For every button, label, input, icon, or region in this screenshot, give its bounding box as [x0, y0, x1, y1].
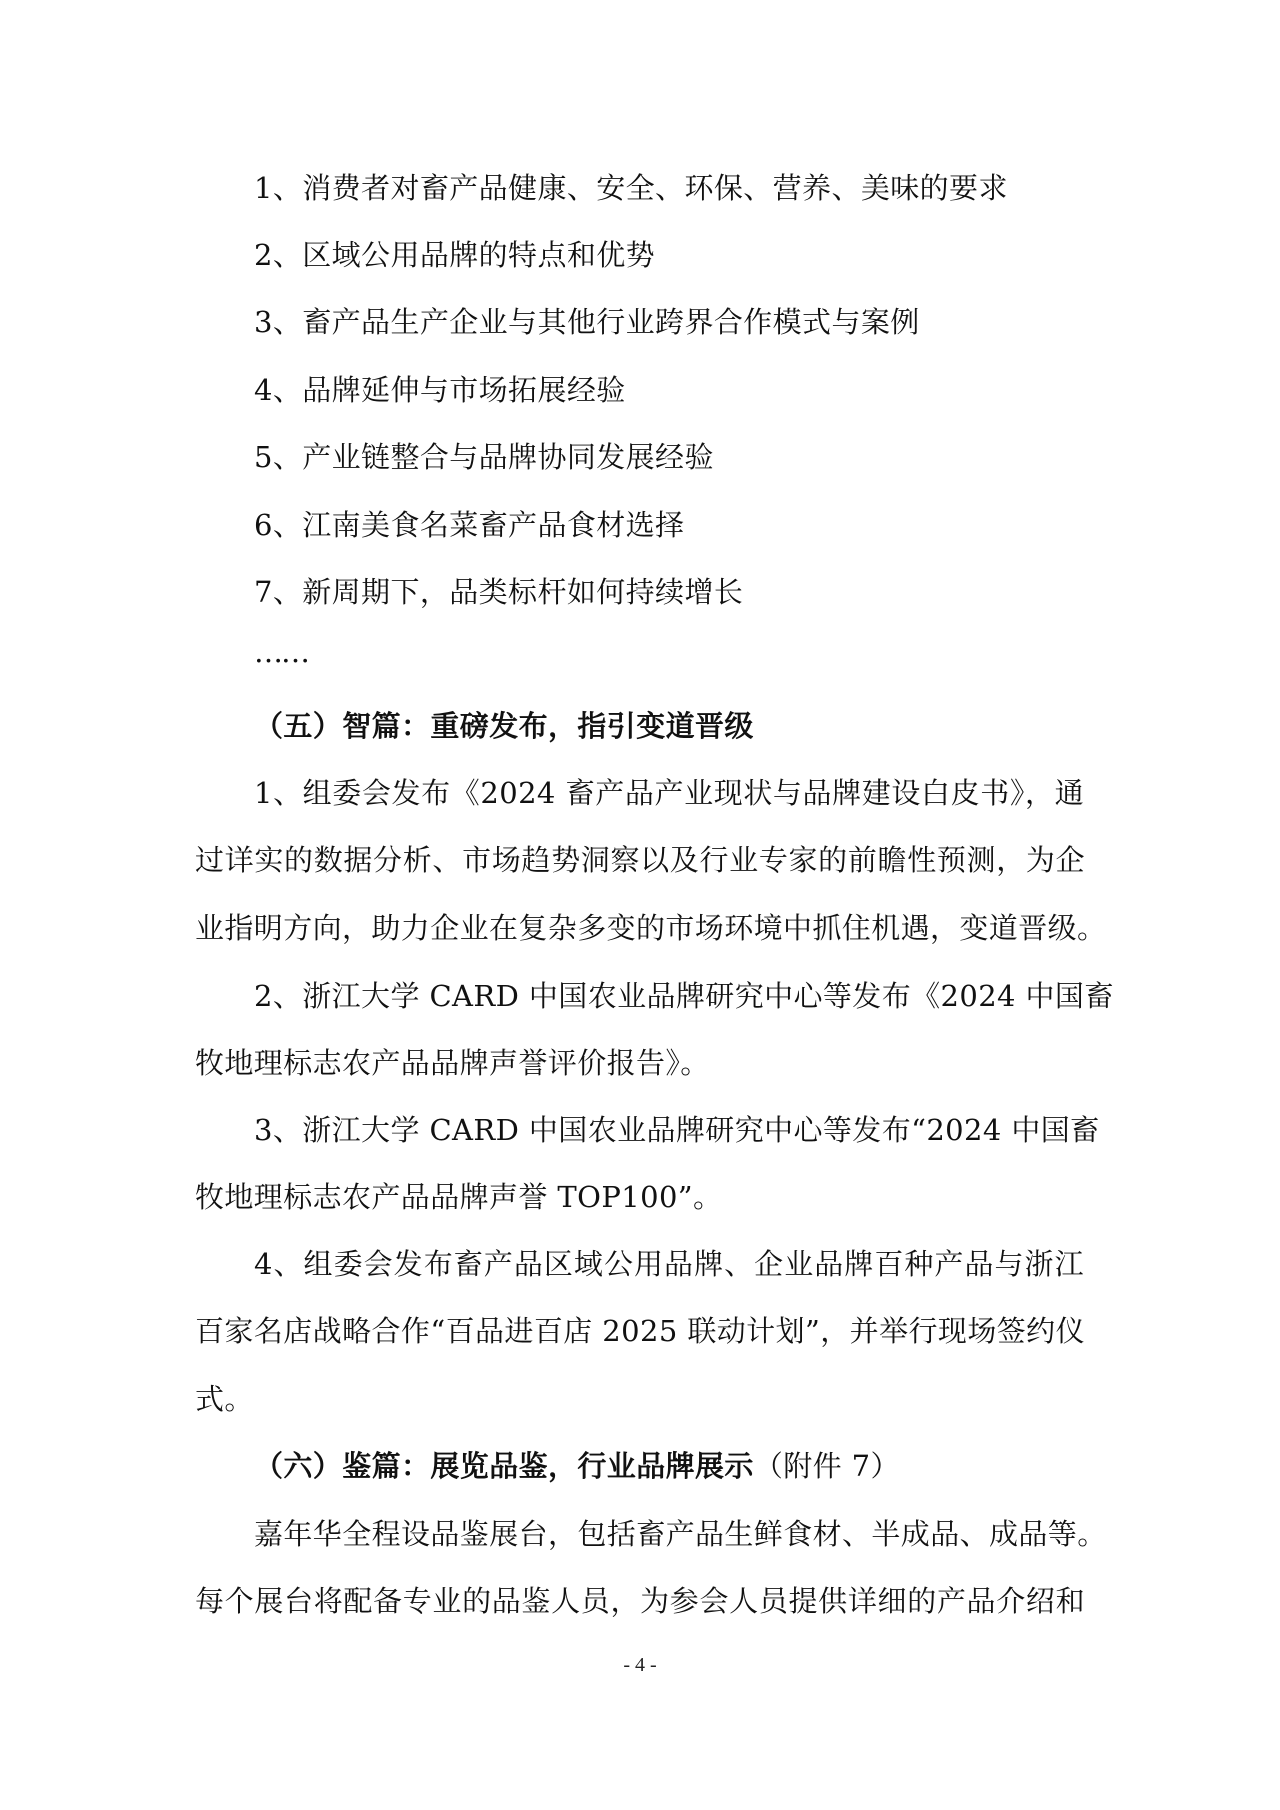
section-heading-5: （五）智篇：重磅发布，指引变道晋级 [254, 709, 754, 743]
paragraph-line: 过详实的数据分析、市场趋势洞察以及行业专家的前瞻性预测，为企 [195, 843, 1085, 877]
paragraph-line: 式。 [195, 1382, 254, 1416]
paragraph-line: 业指明方向，助力企业在复杂多变的市场环境中抓住机遇，变道晋级。 [195, 911, 1107, 945]
list-item: 7、新周期下，品类标杆如何持续增长 [254, 575, 744, 609]
list-item: 6、江南美食名菜畜产品食材选择 [254, 508, 685, 542]
paragraph-line: 百家名店战略合作“百品进百店 2025 联动计划”，并举行现场签约仪 [195, 1314, 1085, 1348]
paragraph-line: 2、浙江大学 CARD 中国农业品牌研究中心等发布《2024 中国畜 [254, 979, 1114, 1013]
list-item: 2、区域公用品牌的特点和优势 [254, 238, 656, 272]
list-item: 4、品牌延伸与市场拓展经验 [254, 373, 626, 407]
section-heading-6-title: （六）鉴篇：展览品鉴，行业品牌展示 [254, 1449, 754, 1483]
attachment-note: （附件 7） [753, 1449, 900, 1483]
paragraph-line: 嘉年华全程设品鉴展台，包括畜产品生鲜食材、半成品、成品等。 [254, 1517, 1107, 1551]
paragraph-line: 1、组委会发布《2024 畜产品产业现状与品牌建设白皮书》，通 [254, 776, 1084, 810]
paragraph-line: 牧地理标志农产品品牌声誉 TOP100”。 [195, 1180, 723, 1214]
paragraph-line: 牧地理标志农产品品牌声誉评价报告》。 [195, 1046, 710, 1080]
paragraph-line: 每个展台将配备专业的品鉴人员，为参会人员提供详细的产品介绍和 [195, 1584, 1085, 1618]
list-item: 5、产业链整合与品牌协同发展经验 [254, 440, 714, 474]
ellipsis: …… [254, 635, 308, 669]
page-number: - 4 - [623, 1654, 657, 1676]
section-heading-6 [254, 1446, 1084, 1486]
list-item: 3、畜产品生产企业与其他行业跨界合作模式与案例 [254, 305, 920, 339]
paragraph-line: 4、组委会发布畜产品区域公用品牌、企业品牌百种产品与浙江 [254, 1247, 1084, 1281]
list-item: 1、消费者对畜产品健康、安全、环保、营养、美味的要求 [254, 171, 1008, 205]
paragraph-line: 3、浙江大学 CARD 中国农业品牌研究中心等发布“2024 中国畜 [254, 1113, 1100, 1147]
